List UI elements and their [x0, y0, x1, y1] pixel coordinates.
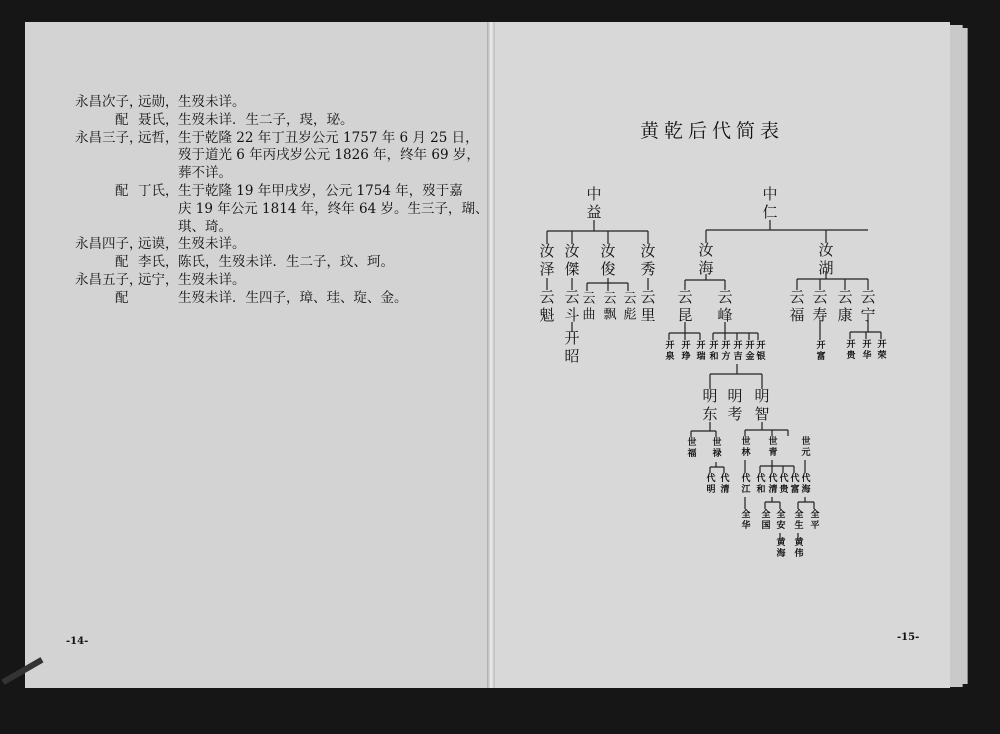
tree-node: 代清 [766, 473, 777, 495]
person-name: 聂氏， [138, 111, 179, 128]
tree-node: 云福 [787, 289, 806, 325]
tree-node: 明考 [725, 388, 744, 424]
biography-text: 葬不详。 [178, 165, 232, 182]
tree-node: 开吉 [731, 340, 742, 362]
tree-node: 世林 [739, 436, 750, 458]
tree-node: 云里 [638, 289, 657, 325]
tree-node: 全华 [739, 509, 750, 531]
tree-node: 全国 [759, 509, 770, 531]
tree-node: 汝傑 [562, 243, 581, 279]
tree-node: 代和 [754, 473, 765, 495]
person-label: 永昌五子， [75, 272, 143, 288]
tree-node: 汝湖 [816, 242, 835, 278]
tree-node: 云寿 [810, 289, 829, 325]
spouse-label: 配 [115, 183, 129, 199]
biography-text: 生歿未详．生二子，琝，珌。 [178, 111, 354, 128]
person-name: 远勋， [138, 94, 179, 110]
tree-node: 黄伟 [792, 537, 803, 559]
tree-node: 汝海 [696, 242, 715, 278]
tree-node: 开金 [743, 340, 754, 362]
spouse-label: 配 [115, 254, 129, 271]
tree-node: 云斗 [562, 289, 581, 325]
tree-node: 云康 [835, 289, 854, 325]
biography-text: 陈氏，生歿未详．生二子，玟、珂。 [178, 254, 394, 271]
page-title: 黄乾后代简表 [640, 120, 785, 142]
tree-node: 开荣 [875, 339, 886, 361]
tree-node: 开瑞 [694, 340, 705, 362]
tree-node: 世青 [766, 436, 777, 458]
tree-node: 世禄 [710, 437, 721, 459]
tree-node: 云峰 [715, 289, 734, 325]
tree-node: 全生 [792, 509, 803, 531]
spouse-label: 配 [115, 111, 129, 128]
tree-node: 黄海 [774, 537, 785, 559]
tree-node: 全安 [774, 509, 785, 531]
tree-node: 开琤 [679, 340, 690, 362]
tree-node: 开贵 [844, 339, 855, 361]
person-name: 丁氏， [138, 183, 179, 199]
tree-node: 开富 [814, 340, 825, 362]
tree-node: 开银 [754, 340, 765, 362]
page-number-right: -15- [897, 632, 920, 643]
biography-text: 庆 19 年公元 1814 年，终年 64 岁。生三子，瑚、 [178, 200, 489, 217]
tree-node: 代明 [704, 473, 715, 495]
biography-text: 歿于道光 6 年丙戌岁公元 1826 年，终年 69 岁， [178, 147, 480, 164]
tree-node: 开华 [860, 339, 871, 361]
tree-node: 汝俊 [598, 243, 617, 279]
tree-node: 代富 [788, 473, 799, 495]
person-label: 永昌次子， [75, 94, 143, 110]
tree-node: 汝泽 [537, 243, 556, 279]
tree-node: 世元 [799, 436, 810, 458]
tree-node: 代贵 [777, 473, 788, 495]
tree-node: 云宁 [858, 289, 877, 325]
tree-node: 云昆 [675, 289, 694, 325]
tree-node: 云彪 [620, 291, 636, 323]
tree-node: 明智 [752, 388, 771, 424]
tree-node: 云曲 [579, 291, 595, 323]
page-number-left: -14- [66, 636, 89, 647]
biography-text: 生歿未详。 [178, 236, 246, 253]
tree-node: 开和 [707, 340, 718, 362]
tree-node: 中仁 [760, 186, 779, 222]
tree-node: 云魁 [537, 289, 556, 325]
person-label: 永昌四子， [75, 236, 143, 253]
biography-text: 生歿未详．生四子，璋、珪、琁、金。 [178, 289, 408, 306]
person-label: 永昌三子， [75, 129, 143, 146]
tree-node: 代清 [718, 473, 729, 495]
biography-text: 琪、琦。 [178, 218, 232, 235]
biography-text: 生歿未详。 [178, 272, 246, 288]
biography-text: 生歿未详。 [178, 94, 246, 110]
tree-node: 明东 [700, 388, 719, 424]
tree-node: 代海 [799, 473, 810, 495]
person-name: 远谟， [138, 236, 179, 253]
biography-text: 生于乾隆 19 年甲戌岁，公元 1754 年，歿于嘉 [178, 183, 463, 199]
person-name: 远哲， [138, 129, 179, 146]
tree-node: 开方 [719, 340, 730, 362]
spouse-label: 配 [115, 289, 129, 306]
tree-node: 全平 [808, 509, 819, 531]
tree-node: 云飘 [600, 291, 616, 323]
tree-node: 汝秀 [638, 243, 657, 279]
tree-node: 开昭 [562, 330, 581, 366]
biography-text: 生于乾隆 22 年丁丑岁公元 1757 年 6 月 25 日， [178, 129, 479, 146]
tree-node: 代江 [739, 473, 750, 495]
person-name: 远宁， [138, 272, 179, 288]
tree-node: 中益 [584, 186, 603, 222]
tree-node: 世福 [685, 437, 696, 459]
person-name: 李氏， [138, 254, 179, 271]
tree-node: 开泉 [663, 340, 674, 362]
